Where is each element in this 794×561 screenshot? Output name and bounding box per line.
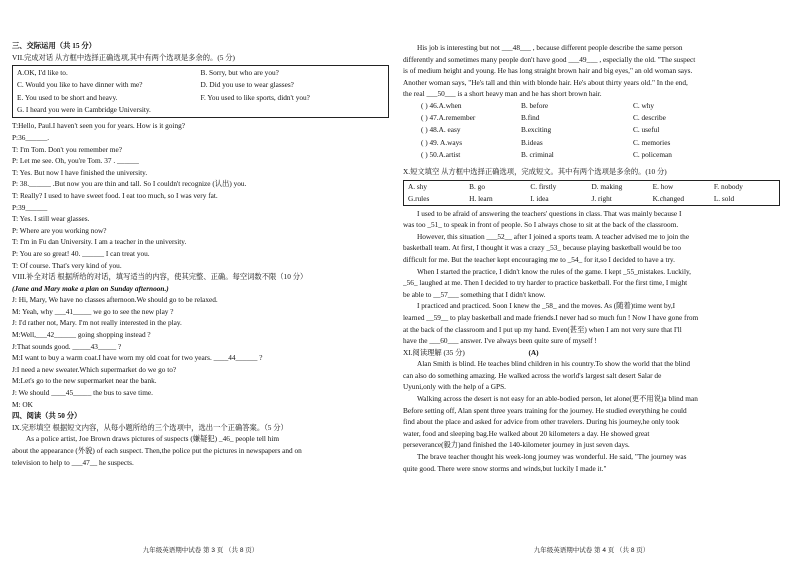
passage-line: basketball team. At first, I thought it was a crazy _53_ because playing basketball would be too: [403, 243, 682, 253]
passage-a-label: (A): [528, 347, 539, 357]
passage-line: Uyuni,only with the help of a GPS.: [403, 382, 506, 392]
option-47-c: C. describe: [633, 113, 666, 123]
passage-line: about the appearance (外貌) of each suspect. Then,the police put the pictures in newspapers and on: [12, 446, 302, 455]
passage-line: When I started the practice, I didn't know the rules of the game. I kept _55_mistakes. Luckily,: [417, 266, 691, 276]
option-row-48: [403, 124, 780, 136]
dialog-line: P: Where are you working now?: [12, 225, 107, 235]
section-9-title: IX.完形填空 根据短文内容，从每小题所给的三个选项中，选出一个正确答案。（5 分）: [12, 422, 288, 432]
passage-line: Another woman says, "He's tall and thin with blonde hair. He's about thirty years old." In the end,: [403, 77, 688, 87]
passage-1-continued: [403, 42, 780, 100]
passage-line: quite good. There were snow storms and winds,but luckily I made it.": [403, 463, 607, 473]
section-7-title: VII.完成对话 从方框中选择正确选项,其中有两个选项是多余的。(5 分): [12, 52, 235, 62]
word: J. right: [591, 193, 612, 203]
option-47-a: ( ) 47.A.remember: [421, 113, 476, 123]
passage-line: be able to __57___ something that I didn't know.: [403, 289, 546, 299]
word: H. learn: [469, 193, 493, 203]
passage-line: I used to be afraid of answering the teachers' questions in class. That was mainly because I: [417, 208, 682, 218]
section-11-heading: [403, 347, 780, 359]
option-b: B. Sorry, but who are you?: [200, 68, 279, 78]
word: B. go: [469, 181, 485, 191]
passage-line: Alan Smith is blind. He teaches blind children in his country.To show the world that the blind: [417, 359, 691, 369]
dialog-line: T: Yes. I still wear glasses.: [12, 214, 90, 224]
page-footer-right: 九年级英语期中试卷 第 4 页 （共 8 页）: [533, 547, 650, 554]
option-46-c: C. why: [633, 100, 655, 110]
passage-line: the real ___50___ is a short heavy man and he has short brown hair.: [403, 89, 602, 99]
dialog-line: M:I want to buy a warm coat.I have worn my old coat for two years. ____44______ ?: [12, 353, 263, 363]
dialog-line: M:Well,___42______ going shopping instead ?: [12, 330, 151, 340]
dialog-line: M: Yeah, why ___41_____ we go to see the new play ?: [12, 306, 174, 316]
option-d: D. Did you use to wear glasses?: [200, 80, 294, 90]
dialog-line: J:I need a new sweater.Which supermarket do we go to?: [12, 364, 177, 374]
option-empty: [201, 104, 385, 116]
option-50-b: B. criminal: [521, 149, 554, 159]
option-c: C. Would you like to have dinner with me?: [17, 80, 143, 90]
left-column: [12, 0, 389, 561]
option-49-c: C. memories: [633, 137, 671, 147]
dialog-line: T:Hello, Paul.I haven't seen you for years. How is it going?: [12, 121, 185, 131]
dialog-line: P:39______: [12, 202, 48, 212]
dialog-line: P: Let me see. Oh, you're Tom. 37 . ______: [12, 156, 139, 166]
passage-line: The brave teacher thought his week-long journey was wonderful. He said, "The journey was: [417, 452, 687, 462]
dialog-line: T: Yes. But now I have finished the university.: [12, 167, 148, 177]
section-8-title: VIII.补全对话 根据所给的对话，填写适当的内容，使其完整、正确。每空词数不限（10 分）: [12, 272, 308, 282]
passage-line: learned __59__ to play basketball and made friends.I never had so much fun ! Now I have gone from: [403, 312, 699, 322]
dialog-line: T: Really? I used to have sweet food. I eat too much, so I was very fat.: [12, 190, 218, 200]
option-48-b: B.exciting: [521, 125, 552, 135]
dialog-line: T: I'm in Fu dan University. I am a teacher in the university.: [12, 237, 187, 247]
dialog-line: T: I'm Tom. Don't you remember me?: [12, 144, 123, 154]
dialog-line: P: You are so great! 40. ______ I can treat you.: [12, 248, 150, 258]
passage-line: was too _51_ to speak in front of people. So I always chose to sit at the back of the classroom.: [403, 220, 679, 230]
dialog-line: P: 38.______ .But now you are thin and tall. So I couldn't recognize (认出) you.: [12, 179, 247, 189]
passage-line: is of medium height and young. He has long straight brown hair and big eyes," an old woman says.: [403, 66, 693, 76]
option-50-a: ( ) 50.A.artist: [421, 149, 461, 159]
passage-line: can also do something amazing. He walked across the world's largest salt desert Salar de: [403, 370, 662, 380]
option-46-a: ( ) 46.A.when: [421, 100, 462, 110]
word: F. nobody: [713, 181, 743, 191]
section-10-title: X.短文填空 从方框中选择正确选项，完成短文。其中有两个选项是多余的。(10 分): [403, 166, 667, 176]
options-box: [12, 65, 389, 118]
passage-line: television to help to ___47__ he suspects.: [12, 457, 134, 467]
option-47-b: B.find: [521, 113, 540, 123]
passage-line: His job is interesting but not ___48___ , because different people describe the same person: [417, 43, 683, 52]
passage-line: differently and sometimes many people don't have good ___49___ , especially the old. "The suspect: [403, 54, 696, 64]
option-g: G. I heard you were in Cambridge University.: [17, 105, 151, 115]
option-a: A.OK, I'd like to.: [17, 68, 68, 78]
option-row-47: [403, 112, 780, 124]
dialog-line: J: Hi, Mary, We have no classes afternoon.We should go to be relaxed.: [12, 295, 218, 305]
dialog-line: M:Let's go to the new supermarket near the bank.: [12, 376, 157, 386]
option-50-c: C. policeman: [633, 149, 672, 159]
passage-line: find about the place and asked for advice from other travelers. During his journey,he only took: [403, 417, 680, 427]
word: L. sold: [713, 193, 735, 203]
passage-line: As a police artist, Joe Brown draws pictures of suspects (嫌疑犯) _46_ people tell him: [26, 434, 280, 444]
passage-3: [403, 358, 780, 474]
option-row-50: [403, 149, 780, 161]
option-e: E. You used to be short and heavy.: [17, 92, 118, 102]
dialog-1: [12, 120, 389, 271]
option-row-49: [403, 137, 780, 149]
word: E. how: [652, 181, 674, 191]
dialog-line: M: OK: [12, 399, 33, 409]
dialog-line: J: I'd rather not, Mary. I'm not really interested in the play.: [12, 318, 182, 328]
right-column: [403, 0, 780, 561]
section-8-subtitle: (Jane and Mary make a plan on Sunday afternoon.): [12, 283, 169, 293]
option-48-a: ( ) 48.A. easy: [421, 125, 461, 135]
word: I. idea: [530, 193, 549, 203]
dialog-line: T: Of course. That's very kind of you.: [12, 260, 122, 270]
word-box: [403, 180, 780, 206]
dialog-line: P:36______.: [12, 132, 50, 142]
passage-line: I practiced and practiced. Soon I knew the _58_ and the moves. As (随着)time went by,I: [417, 301, 676, 311]
passage-line: difficult for me. But the teacher kept encouraging me to _54_ for it,so I decided to have a try.: [403, 254, 675, 264]
word: A. shy: [408, 181, 428, 191]
option-49-b: B.ideas: [521, 137, 543, 147]
answer-options: [403, 100, 780, 161]
passage-line: Walking across the desert is not easy for an able-bodied person, let alone(更不用说)a blind man: [417, 394, 698, 404]
option-46-b: B. before: [521, 100, 549, 110]
option-49-a: ( ) 49. A.ways: [421, 137, 463, 147]
dialog-line: J: We should ____45_____ the bus to save time.: [12, 388, 153, 398]
passage-line: at the back of the classroom and I put up my hand. Even(甚至) when I am not very sure that I'll: [403, 324, 682, 334]
word: G.rules: [408, 193, 430, 203]
section-11-title: XI.阅读理解 (35 分): [403, 347, 465, 357]
passage-line: However, this situation ___52__ after I joined a sports team. A teacher advised me to join the: [417, 231, 690, 241]
option-48-c: C. useful: [633, 125, 660, 135]
passage-line: Before setting off, Alan spent three years training for the journey. He studied everything he could: [403, 405, 687, 415]
passage-line: water, food and sleeping bag.He walked about 20 kilometers a day. He showed great: [403, 428, 650, 438]
passage-2: [403, 208, 780, 347]
dialog-2: [12, 294, 389, 410]
section-3-title: 三、交际运用（共 15 分）: [12, 41, 96, 50]
passage-line: _56_ laughed at me. Then I decided to try harder to practice basketball. For the first time, I might: [403, 278, 688, 288]
page-footer-left: 九年级英语期中试卷 第 3 页 （共 8 页）: [142, 547, 259, 554]
passage-line: perseverance(毅力)and finished the 140-kilometer journey in just seven days.: [403, 440, 630, 450]
passage-1: [12, 433, 389, 468]
option-row-46: [403, 100, 780, 112]
section-4-title: 四、阅读（共 50 分）: [12, 411, 82, 421]
word: K.changed: [652, 193, 685, 203]
word: C. firstly: [530, 181, 557, 191]
dialog-line: J:That sounds good. _____43_____ ?: [12, 341, 122, 351]
passage-line: have the ___60___ answer. I've always been quite sure of myself !: [403, 336, 597, 346]
word: D. making: [591, 181, 623, 191]
option-f: F. You used to like sports, didn't you?: [200, 92, 310, 102]
